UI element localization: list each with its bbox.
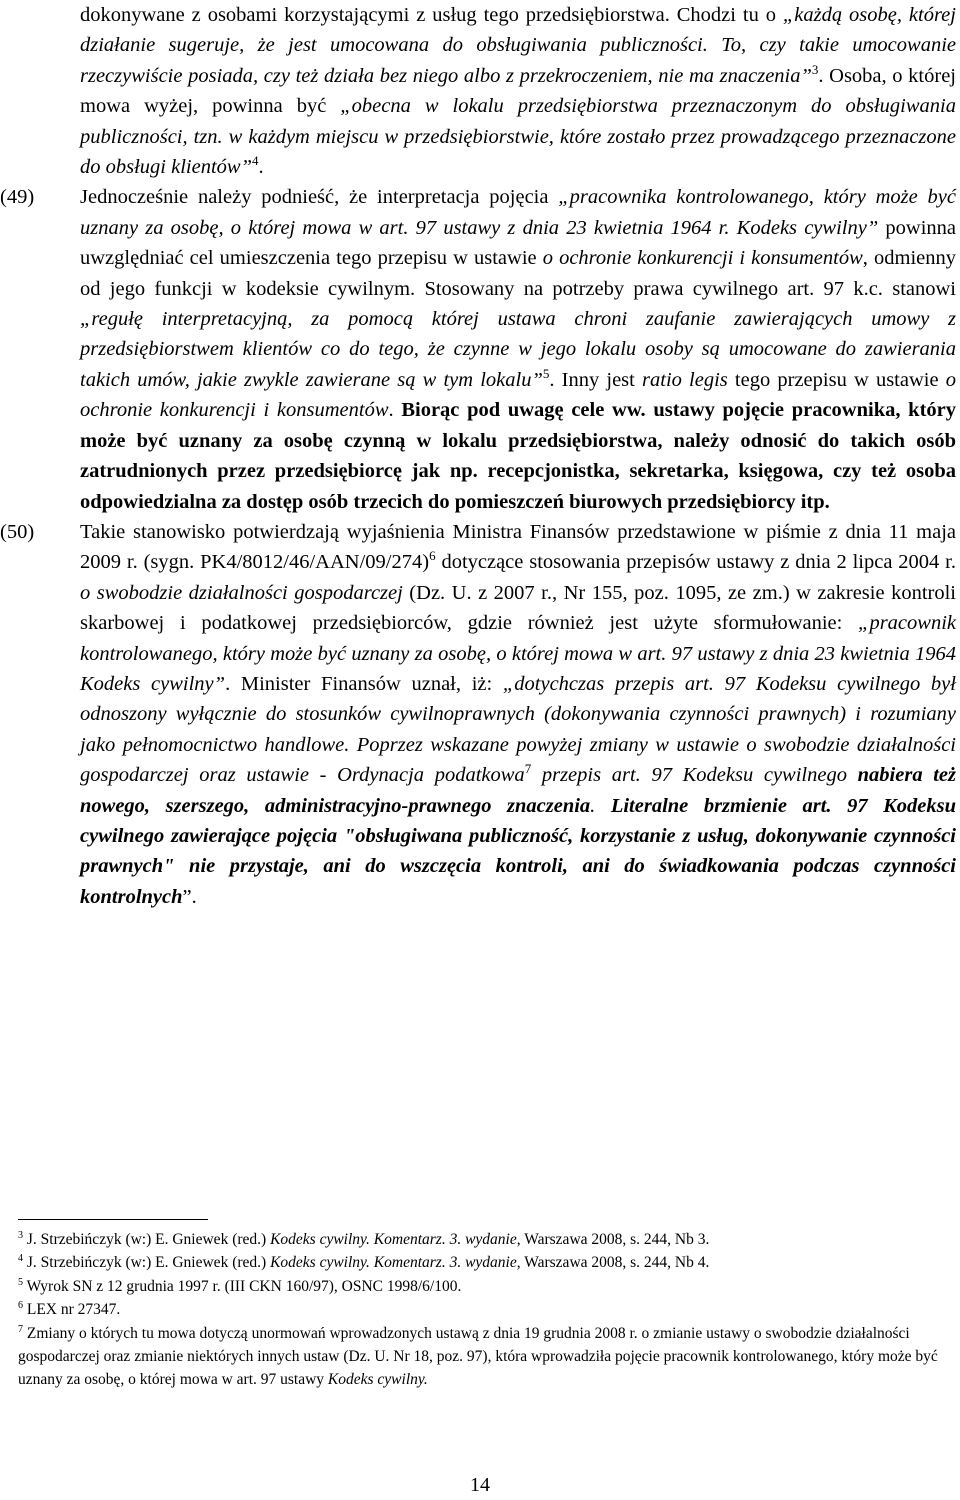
footnotes <box>18 1228 943 1392</box>
text-run: Wyrok SN z 12 grudnia 1997 r. (III CKN 160/97), OSNC 1998/6/100. <box>26 1277 462 1295</box>
text-run: tego przepisu w ustawie <box>727 368 946 391</box>
text-run: Takie stanowisko potwierdzają wyjaśnienia Ministra Finansów przedstawione w piśmie z dnia 11 maja 2009 r. (sygn. PK4/8012/46/AAN/09/274) <box>80 520 956 574</box>
footnote-reference: 3 <box>811 61 819 77</box>
footnote-text <box>27 1278 462 1295</box>
italic-text-run: Kodeks cywilny. <box>327 1371 428 1389</box>
text-run: Jednocześnie należy podnieść, że interpretacja pojęcia <box>80 186 559 209</box>
italic-text-run: przepis art. 97 Kodeksu cywilnego <box>531 764 858 787</box>
text-run: dotyczące stosowania przepisów ustawy z dnia 2 lipca 2004 r. <box>435 551 956 574</box>
italic-text-run: o ochronie konkurencji i konsumentów <box>542 247 863 270</box>
footnote-5 <box>18 1275 943 1298</box>
text-run: (Dz. U. z 2007 r., Nr 155, poz. 1095, ze zm.) w zakresie kontroli skarbowej i podatkowej przedsiębiorców, gdzie również jest użyte sformułowanie: <box>80 581 956 635</box>
footnote-3 <box>18 1228 943 1251</box>
bold-italic-text-run: nabiera też nowego, szerszego, administracyjno-prawnego znaczenia <box>80 764 956 817</box>
footnote-number: 5 <box>18 1276 23 1288</box>
paragraph-50-text <box>80 521 956 908</box>
footnote-number: 6 <box>18 1300 23 1312</box>
text-run: , Warszawa 2008, s. 244, Nb 3. <box>516 1231 710 1248</box>
text-run: powinna uwzględniać cel umieszczenia tego przepisu w ustawie <box>80 216 956 270</box>
bold-italic-text-run: Literalne brzmienie art. 97 Kodeksu cywilnego zawierające pojęcia "obsługiwana publiczność, korzystanie z usług, dokonywanie czynności prawnych" nie przystaje, ani do wszczęcia kontroli, ani do świadkowania podczas czynności kontrolnych <box>80 794 957 908</box>
text-run: dokonywane z osobami korzystającymi z usług tego przedsiębiorstwa. Chodzi tu o <box>80 4 783 26</box>
italic-text-run: Kodeks cywilny. Komentarz. 3. wydanie <box>270 1254 517 1272</box>
footnote-reference: 5 <box>542 366 550 382</box>
italic-text-run: „każdą osobę, której działanie sugeruje, że jest umocowana do obsługiwania publiczności. To, czy takie umocowanie rzeczywiście posiada, czy też działa bez niego albo z przekroczeniem, nie ma znaczenia” <box>80 4 956 87</box>
footnote-4 <box>18 1251 943 1274</box>
italic-text-run: „pracownika kontrolowanego, który może być uznany za osobę, o której mowa w art. 97 ustawy z dnia 23 kwietnia 1964 r. Kodeks cywilny” <box>80 186 956 239</box>
bold-text-run: Biorąc pod uwagę cele ww. ustawy pojęcie pracownika, który może być uznany za osobę czynną w lokalu przedsiębiorstwa, należy odnosić do takich osób zatrudnionych przez przedsiębiorcę jak np. recepcjonistka, sekretarka, księgowa, czy też osoba odpowiedzialna za dostęp osób trzecich do pomieszczeń biurowych przedsiębiorcy itp. <box>80 399 956 513</box>
footnote-text <box>27 1231 710 1248</box>
text-run: , odmienny od jego funkcji w kodeksie cywilnym. Stosowany na potrzeby prawa cywilnego art. 97 k.c. stanowi <box>80 247 956 300</box>
footnote-text <box>18 1325 938 1389</box>
page-number: 14 <box>470 1474 490 1496</box>
footnote-text <box>27 1301 120 1318</box>
footnote-number: 7 <box>18 1323 23 1335</box>
footnote-number: 3 <box>18 1229 23 1241</box>
text-run: . <box>258 156 264 179</box>
text-run: . Minister Finansów uznał, iż: <box>225 672 503 695</box>
footnote-reference: 6 <box>429 548 436 564</box>
paragraph-continuation <box>80 0 956 182</box>
italic-text-run: . <box>590 794 611 817</box>
paragraph-number-49: (49) <box>0 186 35 209</box>
text-run: . Inny jest <box>549 368 643 391</box>
italic-text-run: „pracownik kontrolowanego, który może być uznany za osobę, o której mowa w art. 97 ustawy z dnia 23 kwietnia 1964 Kodeks cywilny” <box>80 612 956 695</box>
footnote-text <box>27 1254 710 1271</box>
footnote-6 <box>18 1298 943 1321</box>
italic-text-run: Kodeks cywilny. Komentarz. 3. wydanie <box>270 1231 517 1248</box>
italic-text-run: ratio legis <box>642 368 728 391</box>
paragraph-49 <box>0 182 956 516</box>
italic-text-run: „dotychczas przepis art. 97 Kodeksu cywilnego był odnoszony wyłącznie do stosunków cywilnoprawnych (dokonywania czynności prawnych) i rozumiany jako pełnomocnictwo handlowe. Poprzez wskazane powyżej zmiany w ustawie o swobodzie działalności gospodarczej oraz ustawie - Ordynacja podatkowa <box>80 672 956 787</box>
text-run: . <box>388 399 402 422</box>
italic-text-run: „regułę interpretacyjną, za pomocą której ustawa chroni zaufanie zawierających umowy z przedsiębiorstwem klientów co do tego, że czynne w jego lokalu osoby są umocowane do zawierania takich umów, jakie zwykle zawierane są w tym lokalu” <box>80 308 956 391</box>
italic-text-run: o swobodzie działalności gospodarczej <box>80 581 403 604</box>
paragraph-49-text <box>80 186 956 512</box>
paragraph-number-50: (50) <box>0 520 35 543</box>
footnote-separator <box>18 1219 208 1220</box>
text-run: . Osoba, o której mowa wyżej, powinna być <box>80 64 956 118</box>
italic-text-run: „obecna w lokalu przedsiębiorstwa przeznaczonym do obsługiwania publiczności, tzn. w każdym miejscu w przedsiębiorstwie, które zostało przez prowadzącego przeznaczone do obsługi klientów” <box>80 95 956 179</box>
footnote-7 <box>18 1322 943 1392</box>
text-run: ”. <box>182 885 197 908</box>
paragraph-50 <box>0 517 957 912</box>
italic-text-run: o ochronie konkurencji i konsumentów <box>80 368 956 422</box>
footnote-reference: 4 <box>251 153 259 169</box>
footnote-reference: 7 <box>524 761 532 777</box>
footnote-number: 4 <box>18 1253 23 1265</box>
text-run: Zmiany o których tu mowa dotyczą unormowań wprowadzonych ustawą z dnia 19 grudnia 2008 r. o zmianie ustawy o swobodzie działalności gospodarczej oraz zmianie niektórych innych ustaw (Dz. U. Nr 18, poz. 97), która wprowadziła pojęcie pracownik kontrolowanego, który może być uznany za osobę, o której mowa w art. 97 ustawy <box>18 1324 938 1389</box>
text-run: , Warszawa 2008, s. 244, Nb 4. <box>516 1254 710 1272</box>
text-run: LEX nr 27347. <box>26 1301 121 1319</box>
text-run: J. Strzebińczyk (w:) E. Gniewek (red.) <box>26 1231 271 1248</box>
text-run: J. Strzebińczyk (w:) E. Gniewek (red.) <box>26 1254 271 1272</box>
